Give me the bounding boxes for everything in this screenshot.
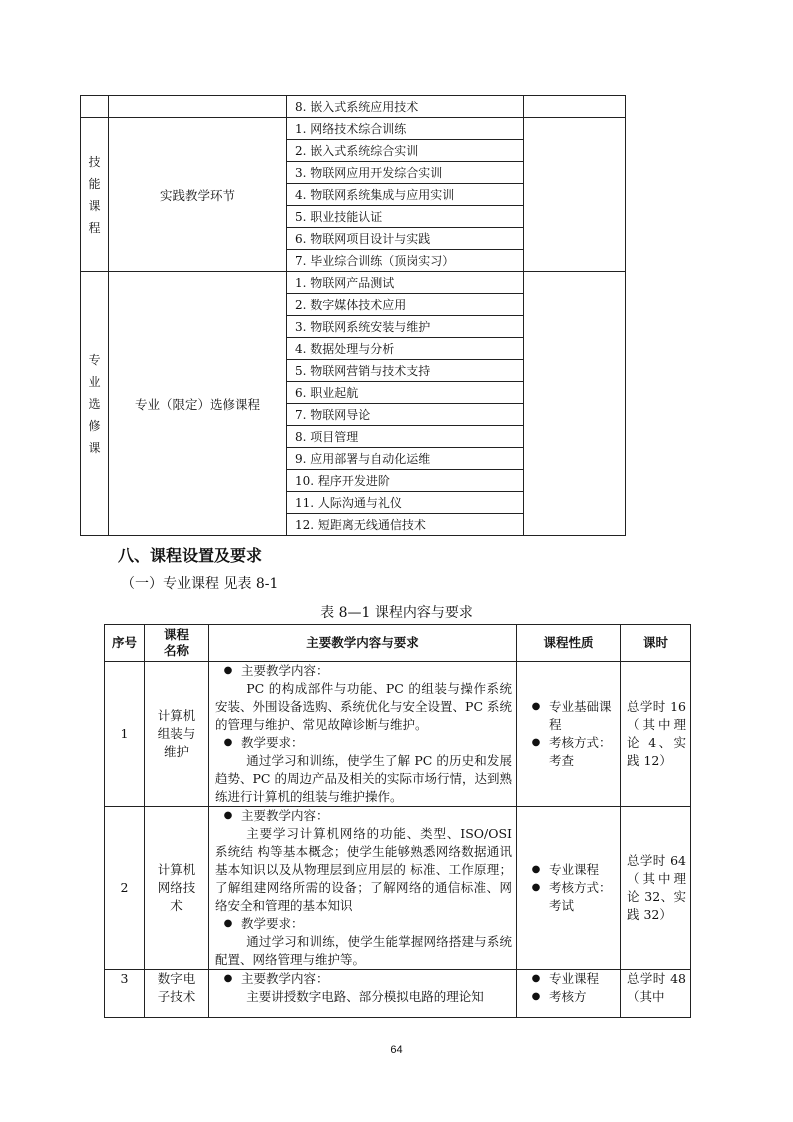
bullet-icon: ● <box>531 882 541 893</box>
category-char: 课 <box>88 440 101 455</box>
course-nature <box>517 662 621 807</box>
course-item: 2. 数字媒体技术应用 <box>287 294 524 316</box>
course-nature <box>517 807 621 970</box>
category-char: 程 <box>88 220 101 235</box>
subsection-title: （一）专业课程 见表 8-1 <box>121 576 279 592</box>
course-item: 8. 嵌入式系统应用技术 <box>287 96 524 118</box>
course-name-line: 术 <box>170 898 183 913</box>
header-no: 序号 <box>105 625 145 662</box>
course-content <box>209 807 517 970</box>
course-name-line: 计算机 <box>157 708 196 723</box>
requirement-label: 教学要求： <box>241 916 304 931</box>
bullet-icon: ● <box>531 701 541 712</box>
content-bullet <box>215 970 512 988</box>
bullet-icon: ● <box>223 973 233 984</box>
content-text: PC 的构成部件与功能、PC 的组装与操作系统安装、外围设备选购、系统优化与安全设置、PC 系统的管理与维护、常见故障诊断与维护。 <box>215 681 512 732</box>
course-content <box>209 970 517 1018</box>
header-course-name <box>145 625 209 662</box>
bullet-icon: ● <box>223 810 233 821</box>
nature-bullet <box>523 698 616 734</box>
bullet-icon: ● <box>223 737 233 748</box>
course-item: 11. 人际沟通与礼仪 <box>287 492 524 514</box>
content-text: 主要讲授数字电路、部分模拟电路的理论知 <box>246 989 484 1004</box>
requirement-text: 通过学习和训练，使学生能掌握网络搭建与系统配置、网络管理与维护等。 <box>215 934 512 967</box>
group-cell <box>109 96 287 118</box>
course-item: 12. 短距离无线通信技术 <box>287 514 524 536</box>
header-nature: 课程性质 <box>517 625 621 662</box>
course-item: 3. 物联网系统安装与维护 <box>287 316 524 338</box>
table-row <box>81 118 626 140</box>
course-item: 9. 应用部署与自动化运维 <box>287 448 524 470</box>
course-hours: 总学时 64（其中理论 32、实践 32） <box>621 807 691 970</box>
category-char: 专 <box>88 352 101 367</box>
nature-text: 考核方 <box>549 989 587 1004</box>
category-char: 修 <box>88 418 101 433</box>
nature-bullet <box>523 988 616 1006</box>
content-label: 主要教学内容： <box>241 971 329 986</box>
course-item: 5. 物联网营销与技术支持 <box>287 360 524 382</box>
course-item: 8. 项目管理 <box>287 426 524 448</box>
category-char: 选 <box>88 396 101 411</box>
requirement-bullet <box>215 915 512 933</box>
bullet-icon: ● <box>223 665 233 676</box>
course-row <box>105 807 691 970</box>
nature-bullet <box>523 970 616 988</box>
course-item: 4. 数据处理与分析 <box>287 338 524 360</box>
remarks-cell <box>524 272 626 536</box>
course-item: 7. 毕业综合训练（顶岗实习） <box>287 250 524 272</box>
header-hours: 课时 <box>621 625 691 662</box>
remarks-cell <box>524 118 626 272</box>
course-name <box>145 662 209 807</box>
nature-text: 考核方式：考查 <box>549 735 612 768</box>
course-name-line: 计算机 <box>157 862 196 877</box>
course-name-line: 网络技 <box>157 880 196 895</box>
nature-text: 考核方式：考试 <box>549 880 612 913</box>
nature-text: 专业课程 <box>549 971 600 986</box>
course-item: 6. 物联网项目设计与实践 <box>287 228 524 250</box>
bullet-icon: ● <box>531 864 541 875</box>
bullet-icon: ● <box>531 973 541 984</box>
course-item: 5. 职业技能认证 <box>287 206 524 228</box>
table-caption: 表 8—1 课程内容与要求 <box>320 605 473 621</box>
course-name-line: 子技术 <box>157 989 196 1004</box>
course-item: 4. 物联网系统集成与应用实训 <box>287 184 524 206</box>
category-char: 课 <box>88 198 101 213</box>
course-item: 6. 职业起航 <box>287 382 524 404</box>
course-name <box>145 807 209 970</box>
content-label: 主要教学内容： <box>241 808 329 823</box>
course-name-line: 数字电 <box>157 971 196 986</box>
bullet-icon: ● <box>531 991 541 1002</box>
content-bullet <box>215 662 512 680</box>
category-cell <box>81 272 109 536</box>
header-name-line1: 课程 <box>163 627 189 642</box>
header-name-line2: 名称 <box>163 643 189 658</box>
course-item: 7. 物联网导论 <box>287 404 524 426</box>
course-item: 3. 物联网应用开发综合实训 <box>287 162 524 184</box>
course-structure-table-continued <box>80 95 626 536</box>
page-number: 64 <box>390 1044 403 1056</box>
content-bullet <box>215 807 512 825</box>
nature-bullet <box>523 861 616 879</box>
course-no: 2 <box>105 807 145 970</box>
course-row <box>105 970 691 1018</box>
course-content <box>209 662 517 807</box>
course-name-line: 组装与 <box>157 726 196 741</box>
course-hours: 总学时 16（其中理论 4、实践 12） <box>621 662 691 807</box>
bullet-icon: ● <box>531 737 541 748</box>
group-name: 专业（限定）选修课程 <box>109 272 287 536</box>
category-cell <box>81 96 109 118</box>
category-cell <box>81 118 109 272</box>
category-char: 技 <box>88 154 101 169</box>
course-item: 1. 物联网产品测试 <box>287 272 524 294</box>
nature-bullet <box>523 734 616 770</box>
course-item: 10. 程序开发进阶 <box>287 470 524 492</box>
requirement-label: 教学要求： <box>241 735 304 750</box>
course-content-table <box>104 624 691 1018</box>
nature-text: 专业基础课程 <box>549 699 612 732</box>
course-hours: 总学时 48（其中 <box>621 970 691 1018</box>
course-no: 1 <box>105 662 145 807</box>
section-title: 八、课程设置及要求 <box>118 546 263 565</box>
table-header-row <box>105 625 691 662</box>
content-label: 主要教学内容： <box>241 663 329 678</box>
course-no: 3 <box>105 970 145 1018</box>
group-name: 实践教学环节 <box>109 118 287 272</box>
nature-text: 专业课程 <box>549 862 600 877</box>
remarks-cell <box>524 96 626 118</box>
table-row <box>81 272 626 294</box>
requirement-text: 通过学习和训练，使学生了解 PC 的历史和发展趋势、PC 的周边产品及相关的实际市场行情，达到熟练进行计算机的组装与维护操作。 <box>215 753 512 804</box>
course-name-line: 维护 <box>163 744 189 759</box>
course-row <box>105 662 691 807</box>
header-content: 主要教学内容与要求 <box>209 625 517 662</box>
course-nature <box>517 970 621 1018</box>
category-char: 业 <box>88 374 101 389</box>
requirement-bullet <box>215 734 512 752</box>
bullet-icon: ● <box>223 918 233 929</box>
table-row <box>81 96 626 118</box>
category-char: 能 <box>88 176 101 191</box>
course-name <box>145 970 209 1018</box>
course-item: 2. 嵌入式系统综合实训 <box>287 140 524 162</box>
content-text: 主要学习计算机网络的功能、类型、ISO/OSI 系统结 构等基本概念；使学生能够熟悉网络数据通讯基本知识以及从物理层到应用层的 标准、工作原理；了解组建网络所需的设备；了解网络的通信标准、网络安全和管理的基本知识 <box>215 826 512 913</box>
course-item: 1. 网络技术综合训练 <box>287 118 524 140</box>
nature-bullet <box>523 879 616 915</box>
